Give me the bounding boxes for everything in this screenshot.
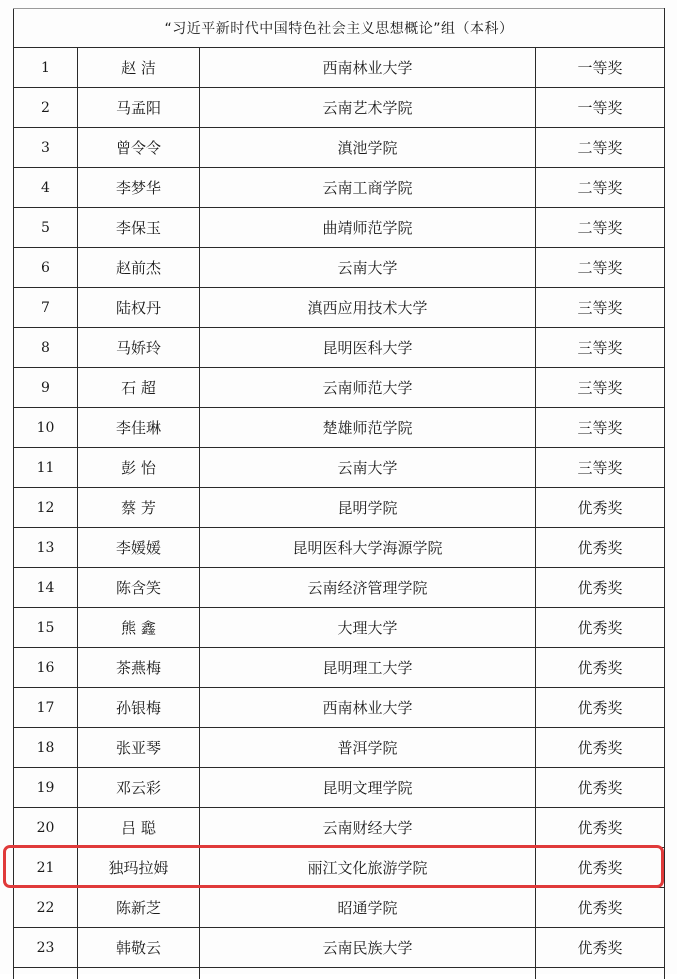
cell-school: 昆明理工大学 xyxy=(200,648,536,688)
cell-name: 曾令令 xyxy=(78,128,200,168)
cell-award: 二等奖 xyxy=(536,168,665,208)
cell-name: 李佳琳 xyxy=(78,408,200,448)
cell-number: 11 xyxy=(14,448,78,488)
cell-number: 6 xyxy=(14,248,78,288)
cell-name: 赵 洁 xyxy=(78,48,200,88)
cell-number: 8 xyxy=(14,328,78,368)
table-row-cropped xyxy=(14,968,665,979)
cell-award: 一等奖 xyxy=(536,48,665,88)
cell-number: 20 xyxy=(14,808,78,848)
table-row xyxy=(14,888,665,928)
cell-award: 优秀奖 xyxy=(536,888,665,928)
cell-school: 昆明学院 xyxy=(200,488,536,528)
table-row xyxy=(14,368,665,408)
cell-award: 优秀奖 xyxy=(536,808,665,848)
cell-number: 10 xyxy=(14,408,78,448)
cell-number: 15 xyxy=(14,608,78,648)
cell-school: 昆明医科大学 xyxy=(200,328,536,368)
cell-award: 二等奖 xyxy=(536,248,665,288)
cell-empty xyxy=(200,968,536,979)
cell-name: 石 超 xyxy=(78,368,200,408)
cell-name: 李保玉 xyxy=(78,208,200,248)
cell-number: 1 xyxy=(14,48,78,88)
cell-school: 昆明文理学院 xyxy=(200,768,536,808)
table-row xyxy=(14,568,665,608)
cell-award: 三等奖 xyxy=(536,288,665,328)
cell-award: 优秀奖 xyxy=(536,528,665,568)
cell-name: 张亚琴 xyxy=(78,728,200,768)
cell-award: 三等奖 xyxy=(536,368,665,408)
table-row xyxy=(14,768,665,808)
cell-award: 二等奖 xyxy=(536,208,665,248)
table-row xyxy=(14,128,665,168)
cell-name: 马娇玲 xyxy=(78,328,200,368)
cell-school: 普洱学院 xyxy=(200,728,536,768)
cell-number: 12 xyxy=(14,488,78,528)
cell-number: 4 xyxy=(14,168,78,208)
table-row xyxy=(14,408,665,448)
table-row xyxy=(14,848,665,888)
cell-award: 优秀奖 xyxy=(536,488,665,528)
table-row xyxy=(14,728,665,768)
cell-school: 云南民族大学 xyxy=(200,928,536,968)
cell-number: 2 xyxy=(14,88,78,128)
cell-name: 吕 聪 xyxy=(78,808,200,848)
cell-name: 熊 鑫 xyxy=(78,608,200,648)
cell-school: 昆明医科大学海源学院 xyxy=(200,528,536,568)
cell-name: 赵前杰 xyxy=(78,248,200,288)
cell-award: 一等奖 xyxy=(536,88,665,128)
table-row xyxy=(14,448,665,488)
cell-name: 陆权丹 xyxy=(78,288,200,328)
table-row xyxy=(14,208,665,248)
award-table-body xyxy=(14,9,665,979)
cell-name: 独玛拉姆 xyxy=(78,848,200,888)
table-title: “习近平新时代中国特色社会主义思想概论”组（本科） xyxy=(14,9,665,48)
cell-name: 蔡 芳 xyxy=(78,488,200,528)
table-row xyxy=(14,808,665,848)
cell-award: 三等奖 xyxy=(536,448,665,488)
cell-school: 云南工商学院 xyxy=(200,168,536,208)
cell-award: 优秀奖 xyxy=(536,608,665,648)
table-row xyxy=(14,648,665,688)
cell-award: 三等奖 xyxy=(536,408,665,448)
table-row xyxy=(14,48,665,88)
cell-award: 优秀奖 xyxy=(536,848,665,888)
table-row xyxy=(14,248,665,288)
cell-number: 9 xyxy=(14,368,78,408)
cell-empty xyxy=(78,968,200,979)
cell-award: 优秀奖 xyxy=(536,648,665,688)
cell-school: 曲靖师范学院 xyxy=(200,208,536,248)
cell-school: 丽江文化旅游学院 xyxy=(200,848,536,888)
table-row xyxy=(14,488,665,528)
cell-number: 3 xyxy=(14,128,78,168)
cell-number: 19 xyxy=(14,768,78,808)
cell-number: 7 xyxy=(14,288,78,328)
table-row xyxy=(14,928,665,968)
cell-school: 云南大学 xyxy=(200,448,536,488)
cell-name: 李媛媛 xyxy=(78,528,200,568)
table-row xyxy=(14,168,665,208)
cell-school: 云南财经大学 xyxy=(200,808,536,848)
table-row xyxy=(14,328,665,368)
cell-award: 优秀奖 xyxy=(536,928,665,968)
cell-number: 23 xyxy=(14,928,78,968)
cell-name: 李梦华 xyxy=(78,168,200,208)
award-table xyxy=(13,8,665,979)
cell-number: 18 xyxy=(14,728,78,768)
cell-school: 大理大学 xyxy=(200,608,536,648)
cell-award: 三等奖 xyxy=(536,328,665,368)
cell-name: 茶燕梅 xyxy=(78,648,200,688)
cell-number: 14 xyxy=(14,568,78,608)
cell-name: 邓云彩 xyxy=(78,768,200,808)
cell-award: 优秀奖 xyxy=(536,768,665,808)
cell-name: 陈新芝 xyxy=(78,888,200,928)
cell-name: 陈含笑 xyxy=(78,568,200,608)
cell-school: 西南林业大学 xyxy=(200,48,536,88)
cell-number: 16 xyxy=(14,648,78,688)
table-row xyxy=(14,88,665,128)
cell-school: 滇池学院 xyxy=(200,128,536,168)
cell-empty xyxy=(536,968,665,979)
cell-school: 西南林业大学 xyxy=(200,688,536,728)
cell-name: 马孟阳 xyxy=(78,88,200,128)
cell-award: 优秀奖 xyxy=(536,568,665,608)
cell-name: 彭 怡 xyxy=(78,448,200,488)
table-row xyxy=(14,608,665,648)
cell-school: 云南经济管理学院 xyxy=(200,568,536,608)
cell-number: 13 xyxy=(14,528,78,568)
cell-number: 17 xyxy=(14,688,78,728)
cell-empty xyxy=(14,968,78,979)
cell-number: 22 xyxy=(14,888,78,928)
cell-award: 优秀奖 xyxy=(536,688,665,728)
cell-number: 5 xyxy=(14,208,78,248)
cell-school: 楚雄师范学院 xyxy=(200,408,536,448)
cell-award: 二等奖 xyxy=(536,128,665,168)
cell-name: 韩敬云 xyxy=(78,928,200,968)
cell-award: 优秀奖 xyxy=(536,728,665,768)
cell-school: 滇西应用技术大学 xyxy=(200,288,536,328)
table-row xyxy=(14,688,665,728)
table-title-row xyxy=(14,9,665,48)
cell-school: 昭通学院 xyxy=(200,888,536,928)
table-row xyxy=(14,528,665,568)
cell-school: 云南大学 xyxy=(200,248,536,288)
cell-school: 云南师范大学 xyxy=(200,368,536,408)
cell-school: 云南艺术学院 xyxy=(200,88,536,128)
cell-name: 孙银梅 xyxy=(78,688,200,728)
cell-number: 21 xyxy=(14,848,78,888)
table-row xyxy=(14,288,665,328)
